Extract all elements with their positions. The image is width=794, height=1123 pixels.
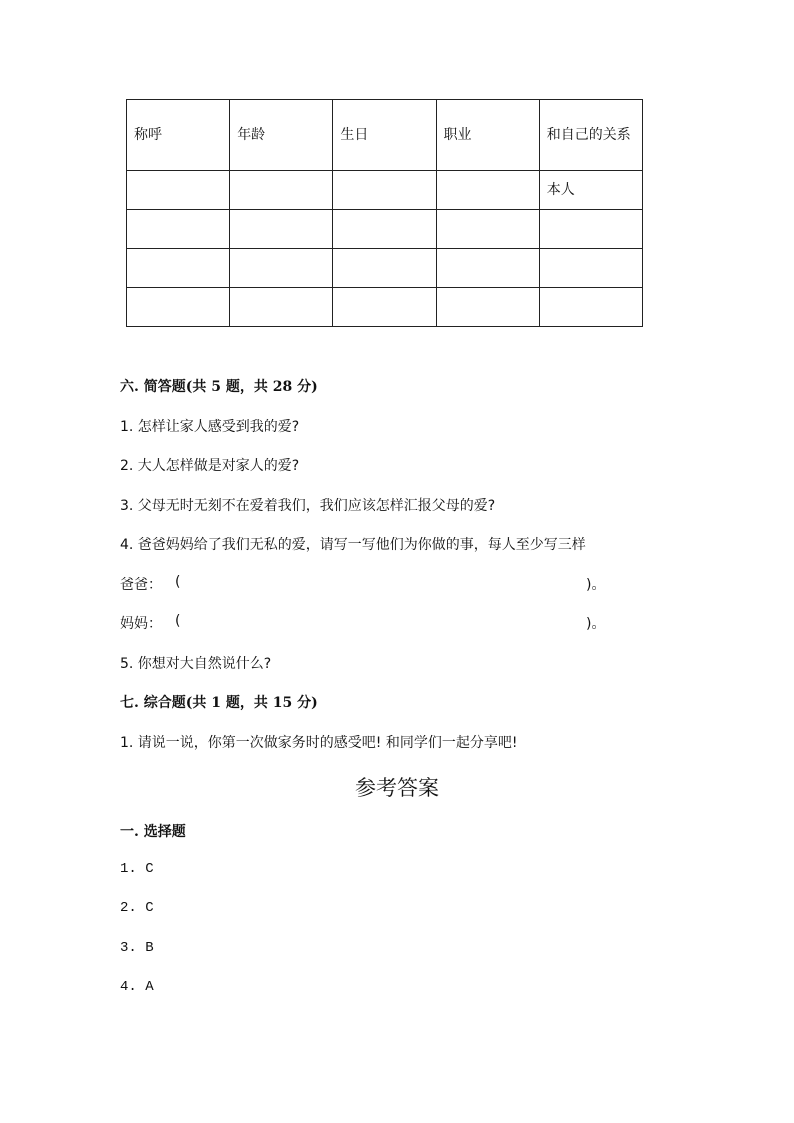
- answer-item: 1. C: [120, 861, 154, 877]
- header-cell-title: 称呼: [127, 100, 230, 171]
- question-6-5: 5. 你想对大自然说什么?: [120, 656, 272, 672]
- table-cell[interactable]: [436, 249, 539, 288]
- table-cell[interactable]: [539, 210, 642, 249]
- family-info-table: [126, 99, 643, 327]
- mom-paren-open: (: [175, 613, 181, 629]
- table-cell[interactable]: [127, 171, 230, 210]
- table-cell[interactable]: [333, 171, 436, 210]
- mom-label: 妈妈：: [120, 616, 162, 632]
- header-cell-relation: 和自己的关系: [539, 100, 642, 171]
- table-row: [127, 171, 643, 210]
- answer-section-1-title: 一. 选择题: [120, 824, 186, 840]
- table-cell[interactable]: [333, 249, 436, 288]
- answer-key-title: 参考答案: [355, 776, 439, 800]
- header-cell-occupation: 职业: [436, 100, 539, 171]
- dad-answer-line: [120, 574, 640, 594]
- dad-paren-close: )。: [586, 577, 606, 593]
- table-cell[interactable]: [539, 288, 642, 327]
- table-cell[interactable]: [230, 210, 333, 249]
- answer-item: 4. A: [120, 979, 154, 995]
- table-cell[interactable]: [127, 210, 230, 249]
- table-row: [127, 288, 643, 327]
- table-cell[interactable]: [230, 249, 333, 288]
- table-cell[interactable]: [436, 171, 539, 210]
- table-cell[interactable]: [333, 210, 436, 249]
- header-cell-birthday: 生日: [333, 100, 436, 171]
- dad-label: 爸爸：: [120, 577, 162, 593]
- section-7-title: 七. 综合题(共 1 题，共 15 分): [120, 695, 318, 711]
- table-cell[interactable]: [230, 171, 333, 210]
- table-row: [127, 249, 643, 288]
- question-6-1: 1. 怎样让家人感受到我的爱?: [120, 419, 300, 435]
- question-6-4: 4. 爸爸妈妈给了我们无私的爱，请写一写他们为你做的事，每人至少写三样: [120, 537, 586, 553]
- question-6-3: 3. 父母无时无刻不在爱着我们，我们应该怎样汇报父母的爱?: [120, 498, 496, 514]
- section-6-title: 六. 简答题(共 5 题，共 28 分): [120, 379, 318, 395]
- table-cell[interactable]: [333, 288, 436, 327]
- mom-paren-close: )。: [586, 616, 606, 632]
- table-cell[interactable]: [539, 249, 642, 288]
- table-cell[interactable]: [230, 288, 333, 327]
- dad-paren-open: (: [175, 574, 181, 590]
- table-cell[interactable]: [436, 288, 539, 327]
- header-cell-age: 年龄: [230, 100, 333, 171]
- question-6-2: 2. 大人怎样做是对家人的爱?: [120, 458, 300, 474]
- answer-item: 3. B: [120, 940, 154, 956]
- table-header-row: [127, 100, 643, 171]
- table-row: [127, 210, 643, 249]
- table-cell[interactable]: [436, 210, 539, 249]
- table-cell[interactable]: [127, 288, 230, 327]
- mom-answer-line: [120, 613, 640, 633]
- answer-item: 2. C: [120, 900, 154, 916]
- table-cell: 本人: [539, 171, 642, 210]
- question-7-1: 1. 请说一说，你第一次做家务时的感受吧! 和同学们一起分享吧!: [120, 735, 518, 751]
- table-cell[interactable]: [127, 249, 230, 288]
